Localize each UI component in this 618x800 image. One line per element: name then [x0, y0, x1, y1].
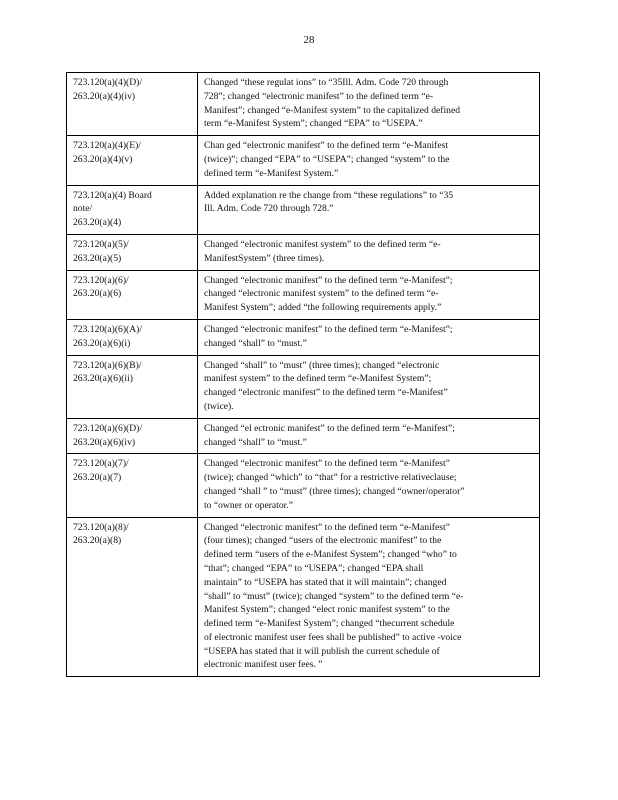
section-reference-line: 263.20(a)(4)	[73, 217, 122, 229]
change-description-line: (twice); changed “which” to “that” for a restrictive relativeclause;	[204, 472, 457, 484]
change-description-line: Changed “electronic manifest” to the defined term “e-Manifest”;	[204, 323, 453, 335]
section-reference-line: 263.20(a)(4)(v)	[73, 153, 133, 165]
change-description-line: electronic manifest user fees. ”	[204, 659, 323, 671]
change-description-cell	[198, 270, 540, 319]
change-description-line: “USEPA has stated that it will publish the current schedule of	[204, 645, 440, 657]
change-description-line: changed “electronic manifest” to the defined term “e-Manifest”	[204, 387, 448, 399]
change-description-line: changed “shall” to “must.”	[204, 436, 307, 448]
change-description-line: Ill. Adm. Code 720 through 728.”	[204, 203, 334, 215]
section-reference-cell	[67, 355, 198, 418]
section-reference-line: 263.20(a)(8)	[73, 535, 122, 547]
change-description-line: Changed “electronic manifest” to the defined term “e-Manifest”	[204, 521, 450, 533]
section-reference-line: 723.120(a)(4)(D)/	[73, 77, 142, 88]
table-row	[67, 517, 540, 677]
change-description-cell	[198, 319, 540, 355]
section-reference-cell	[67, 234, 198, 270]
change-description-line: changed “electronic manifest system” to the defined term “e-	[204, 288, 439, 300]
table-row	[67, 136, 540, 185]
section-reference-line: 723.120(a)(7)/	[73, 458, 129, 470]
change-description-line: Added explanation re the change from “these regulations” to “35	[204, 189, 454, 201]
table-row	[67, 185, 540, 234]
change-description-line: defined term “e-Manifest System.”	[204, 167, 339, 179]
section-reference-line: 263.20(a)(7)	[73, 472, 122, 484]
section-reference-cell	[67, 454, 198, 517]
section-reference-line: 723.120(a)(6)(B)/	[73, 359, 142, 371]
change-description-cell	[198, 517, 540, 677]
change-description-line: (twice).	[204, 400, 234, 412]
change-description-line: “shall” to “must” (twice); changed “system” to the defined term “e-	[204, 590, 464, 602]
section-reference-line: 263.20(a)(5)	[73, 252, 122, 264]
change-description-cell	[198, 73, 540, 136]
change-description-line: changed “shall ” to “must” (three times); changed “owner/operator”	[204, 485, 465, 497]
change-description-line: maintain” to “USEPA has stated that it will maintain”; changed	[204, 576, 447, 588]
change-description-line: Manifest System”; changed “elect ronic manifest system” to the	[204, 604, 450, 616]
change-description-line: Changed “el ectronic manifest” to the defined term “e-Manifest”;	[204, 422, 455, 434]
section-reference-cell	[67, 319, 198, 355]
change-description-cell	[198, 418, 540, 454]
section-reference-line: 723.120(a)(4) Board	[73, 189, 152, 201]
change-description-line: Manifest”; changed “e-Manifest system” to the capitalized defined	[204, 104, 460, 116]
change-description-cell	[198, 185, 540, 234]
change-description-line: (four times); changed “users of the electronic manifest” to the	[204, 535, 442, 547]
section-reference-line: 723.120(a)(8)/	[73, 521, 129, 533]
section-reference-line: 263.20(a)(6)(i)	[73, 337, 131, 349]
change-description-line: manifest system” to the defined term “e-Manifest System”;	[204, 373, 432, 385]
section-reference-line: 263.20(a)(4)(iv)	[73, 90, 136, 102]
section-reference-line: 723.120(a)(6)(D)/	[73, 422, 142, 434]
change-description-line: Changed “shall” to “must” (three times); changed “electronic	[204, 359, 440, 371]
section-reference-cell	[67, 136, 198, 185]
section-reference-line: 263.20(a)(6)	[73, 288, 122, 300]
change-description-line: defined term “users of the e-Manifest System”; changed “who” to	[204, 549, 457, 561]
table-row	[67, 454, 540, 517]
change-description-line: ManifestSystem” (three times).	[204, 252, 325, 264]
section-reference-line: note/	[73, 203, 93, 215]
change-description-line: term “e-Manifest System”; changed “EPA” to “USEPA.”	[204, 118, 423, 130]
section-reference-cell	[67, 73, 198, 136]
table-row	[67, 418, 540, 454]
change-description-cell	[198, 454, 540, 517]
table-row	[67, 270, 540, 319]
change-description-line: “that”; changed “EPA” to “USEPA”; changed “EPA shall	[204, 562, 424, 574]
change-description-cell	[198, 234, 540, 270]
change-description-cell	[198, 136, 540, 185]
section-reference-line: 723.120(a)(6)/	[73, 274, 129, 286]
section-reference-line: 723.120(a)(5)/	[73, 238, 129, 250]
change-description-line: of electronic manifest user fees shall be published” to active -voice	[204, 631, 462, 643]
table-row	[67, 319, 540, 355]
change-description-line: Chan ged “electronic manifest” to the defined term “e-Manifest	[204, 140, 449, 152]
change-description-cell	[198, 355, 540, 418]
change-description-line: Changed “electronic manifest” to the defined term “e-Manifest”;	[204, 274, 453, 286]
section-reference-cell	[67, 418, 198, 454]
change-description-line: to “owner or operator.”	[204, 499, 293, 511]
section-reference-cell	[67, 270, 198, 319]
section-reference-line: 263.20(a)(6)(iv)	[73, 436, 136, 448]
change-description-line: Manifest System”; added “the following requirements apply.”	[204, 302, 442, 314]
section-reference-line: 723.120(a)(4)(E)/	[73, 140, 141, 152]
change-description-line: defined term “e-Manifest System”; changed “thecurrent schedule	[204, 618, 455, 630]
table-row	[67, 234, 540, 270]
section-reference-line: 263.20(a)(6)(ii)	[73, 373, 133, 385]
page-number: 28	[303, 34, 315, 46]
change-description-line: (twice)”; changed “EPA” to “USEPA”; changed “system” to the	[204, 153, 450, 165]
changes-table	[66, 72, 540, 677]
changes-table-body	[67, 73, 540, 677]
change-description-line: Changed “these regulat ions” to “35Ill. Adm. Code 720 through	[204, 77, 449, 88]
section-reference-cell	[67, 517, 198, 677]
change-description-line: changed “shall” to “must.”	[204, 337, 307, 349]
change-description-line: 728”; changed “electronic manifest” to the defined term “e-	[204, 90, 434, 102]
section-reference-line: 723.120(a)(6)(A)/	[73, 323, 142, 335]
table-row	[67, 355, 540, 418]
change-description-line: Changed “electronic manifest” to the defined term “e-Manifest”	[204, 458, 450, 470]
section-reference-cell	[67, 185, 198, 234]
change-description-line: Changed “electronic manifest system” to the defined term “e-	[204, 238, 441, 250]
table-row	[67, 73, 540, 136]
